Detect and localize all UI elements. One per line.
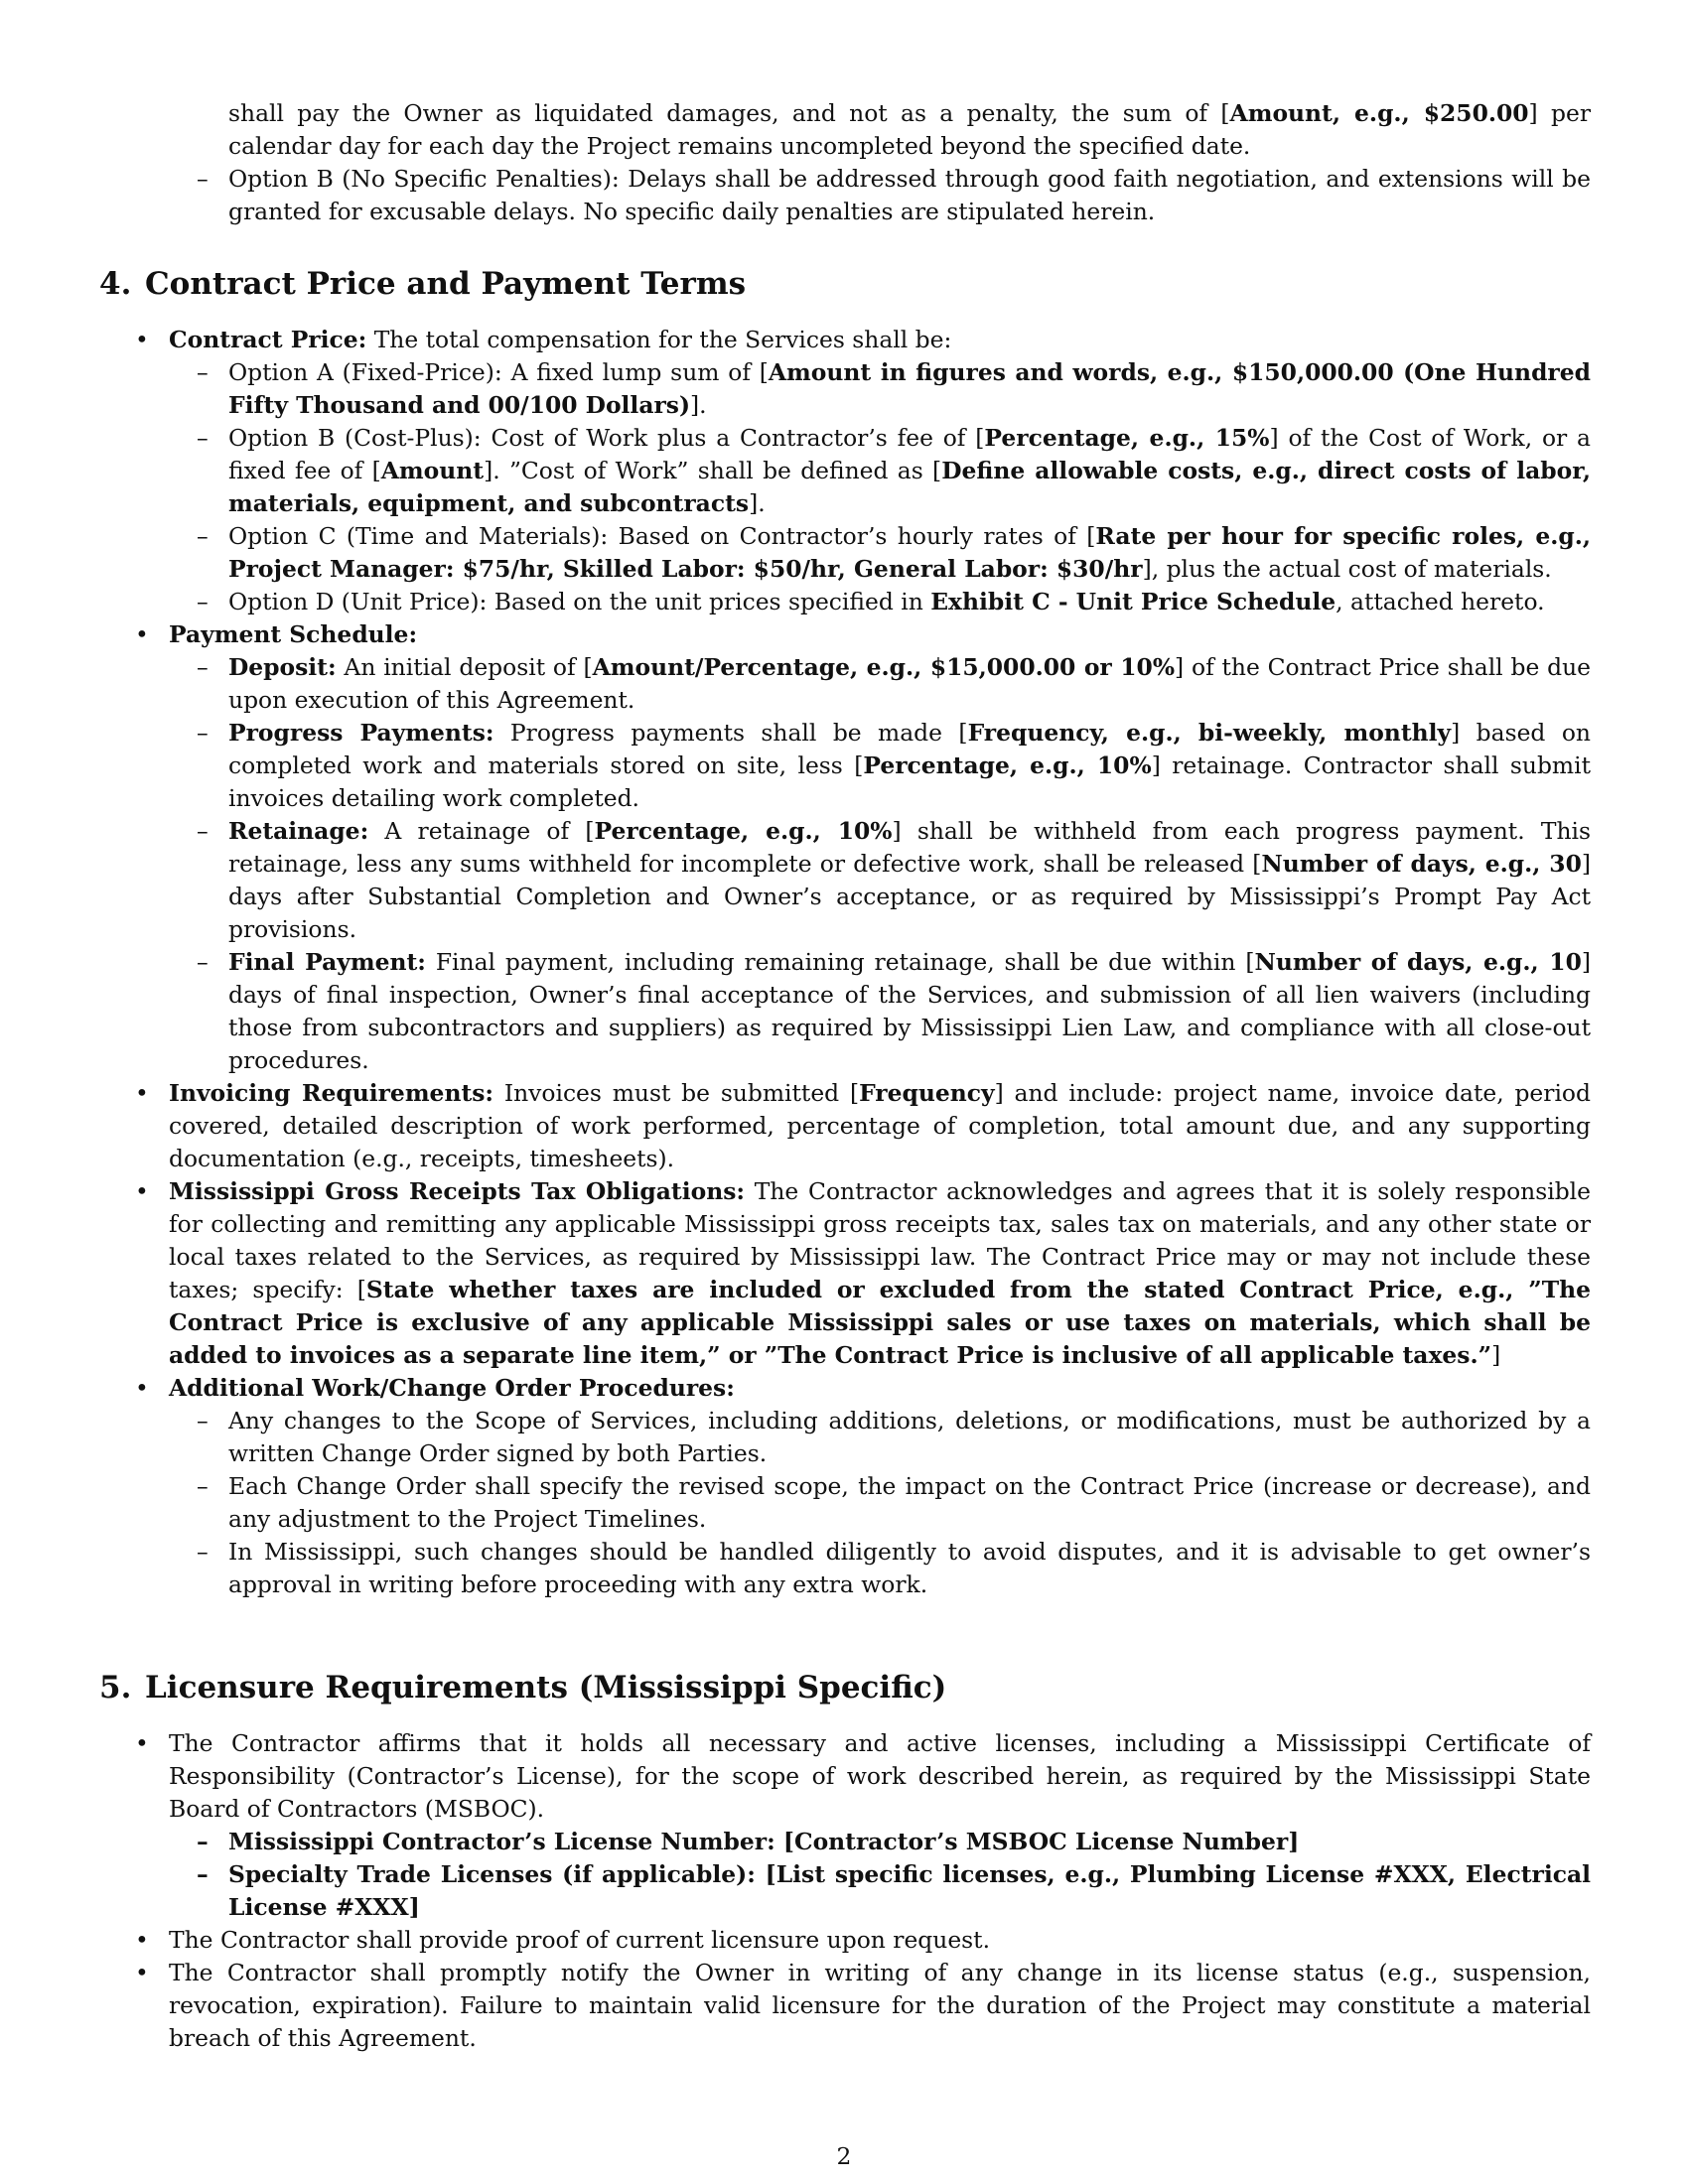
text-run: ] days of final inspection, Owner’s final acceptance of the Services, and submission of all lien waivers (including those from subcontractors and suppliers) as required by Mississippi Lien Law, and compliance with all close-out procedures. <box>228 948 1591 1074</box>
text-run: ] of the Cost of Work, or a fixed fee of [ <box>228 424 1591 484</box>
bold-text-run: Invoicing Requirements: <box>169 1079 494 1107</box>
text-run: ], plus the actual cost of materials. <box>1142 555 1552 583</box>
proof-of-licensure-item: • The Contractor shall provide proof of current licensure upon request. <box>99 1924 1591 1957</box>
contract-price-label: Contract Price: <box>169 326 367 353</box>
section-5-body <box>0 1727 1688 2055</box>
specialty-license-item: – Specialty Trade Licenses (if applicable): [List specific licenses, e.g., Plumbing License #XXX, Electrical License #XXX] <box>99 1858 1591 1924</box>
text-run: ] days after Substantial Completion and Owner’s acceptance, or as required by Mississippi’s Prompt Pay Act provisions. <box>228 850 1591 943</box>
license-status-notice-item: • The Contractor shall promptly notify the Owner in writing of any change in its license status (e.g., suspension, revocation, expiration). Failure to maintain valid licensure for the duration of the Project may constitute a material breach of this Agreement. <box>99 1957 1591 2055</box>
text-run: ] based on completed work and materials stored on site, less [ <box>228 719 1591 779</box>
text-run: Option A (Fixed-Price): A fixed lump sum of [ <box>228 358 769 386</box>
payment-item <box>99 815 1591 946</box>
liquidated-damages-continuation <box>0 97 1688 228</box>
text-run: ] and include: project name, invoice date, period covered, detailed description of work performed, percentage of completion, total amount due, and any supporting documentation (e.g., receipts, timesheets). <box>169 1079 1591 1172</box>
price-option <box>99 586 1591 618</box>
change-order-item <box>99 1372 1591 1405</box>
text-run: Final payment, including remaining retainage, shall be due within [ <box>425 948 1255 976</box>
bold-text-run: Number of days, e.g., 10 <box>1254 948 1582 976</box>
bold-text-run: Deposit: <box>228 653 337 681</box>
payment-item <box>99 651 1591 717</box>
section-4-title: Contract Price and Payment Terms <box>145 266 747 302</box>
option-a-tail <box>99 97 1591 163</box>
text-run: shall pay the Owner as liquidated damages, and not as a penalty, the sum of [ <box>228 99 1230 127</box>
bold-text-run: Amount <box>380 457 485 484</box>
text-run: ] <box>1491 1341 1501 1369</box>
bold-text-run: Percentage, e.g., 10% <box>594 817 893 845</box>
bold-text-run: Progress Payments: <box>228 719 494 747</box>
change-order-subitem: – In Mississippi, such changes should be handled diligently to avoid disputes, and it is advisable to get owner’s approval in writing before proceeding with any extra work. <box>99 1536 1591 1601</box>
bold-text-run: Rate per hour for specific roles, e.g., Project Manager: $75/hr, Skilled Labor: $50/hr, General Labor: $30/hr <box>228 522 1591 583</box>
payment-item <box>99 946 1591 1077</box>
payment-item <box>99 717 1591 815</box>
price-option <box>99 422 1591 520</box>
page-number: 2 <box>836 2142 852 2170</box>
text-run: ]. ”Cost of Work” shall be defined as [ <box>484 457 942 484</box>
text-run: ] per calendar day for each day the Project remains uncompleted beyond the specified date. <box>228 99 1591 160</box>
option-b-no-penalties: – Option B (No Specific Penalties): Delays shall be addressed through good faith negotiation, and extensions will be granted for excusable delays. No specific daily penalties are stipulated herein. <box>99 163 1591 228</box>
change-order-label: Additional Work/Change Order Procedures: <box>169 1374 735 1402</box>
price-option <box>99 520 1591 586</box>
gross-receipts-tax-item <box>99 1175 1591 1372</box>
text-run: Option B (Cost-Plus): Cost of Work plus a Contractor’s fee of [ <box>228 424 985 452</box>
section-5-number: 5. <box>99 1670 132 1706</box>
invoicing-requirements-item <box>99 1077 1591 1175</box>
change-order-subitem: – Each Change Order shall specify the revised scope, the impact on the Contract Price (increase or decrease), and any adjustment to the Project Timelines. <box>99 1470 1591 1536</box>
section-4-body <box>0 324 1688 1601</box>
bold-text-run: Amount in figures and words, e.g., $150,000.00 (One Hundred Fifty Thousand and 00/100 Dollars) <box>228 358 1591 419</box>
text-run: Progress payments shall be made [ <box>493 719 968 747</box>
change-order-subitem: – Any changes to the Scope of Services, including additions, deletions, or modifications, must be authorized by a written Change Order signed by both Parties. <box>99 1405 1591 1470</box>
bold-text-run: Number of days, e.g., 30 <box>1261 850 1582 878</box>
section-4-heading <box>99 264 746 304</box>
bold-text-run: Final Payment: <box>228 948 426 976</box>
bold-text-run: Frequency, e.g., bi-weekly, monthly <box>967 719 1452 747</box>
text-run: ]. <box>749 489 766 517</box>
section-5-title: Licensure Requirements (Mississippi Specific) <box>145 1670 947 1706</box>
text-run: An initial deposit of [ <box>336 653 593 681</box>
contract-price-text: The total compensation for the Services shall be: <box>366 326 952 353</box>
text-run: ]. <box>690 391 707 419</box>
bold-text-run: Frequency <box>859 1079 995 1107</box>
payment-schedule-item <box>99 618 1591 651</box>
bold-text-run: Percentage, e.g., 10% <box>863 751 1152 779</box>
text-run: Option C (Time and Materials): Based on Contractor’s hourly rates of [ <box>228 522 1096 550</box>
section-4-number: 4. <box>99 266 132 302</box>
contract-price-item <box>99 324 1591 356</box>
price-options-list <box>0 356 1688 618</box>
bold-text-run: Exhibit C - Unit Price Schedule <box>930 588 1336 615</box>
text-run: Option D (Unit Price): Based on the unit prices specified in <box>228 588 931 615</box>
bold-text-run: Percentage, e.g., 15% <box>984 424 1270 452</box>
bold-text-run: Define allowable costs, e.g., direct costs of labor, materials, equipment, and subcontracts <box>228 457 1591 517</box>
bold-text-run: Amount/Percentage, e.g., $15,000.00 or 10% <box>592 653 1176 681</box>
bold-text-run: Mississippi Gross Receipts Tax Obligations: <box>169 1177 745 1205</box>
bold-text-run: Retainage: <box>228 817 369 845</box>
text-run: ] of the Contract Price shall be due upon execution of this Agreement. <box>228 653 1591 714</box>
section-5-heading <box>99 1668 946 1707</box>
license-number-item: – Mississippi Contractor’s License Number: [Contractor’s MSBOC License Number] <box>99 1826 1591 1858</box>
text-run: ] shall be withheld from each progress payment. This retainage, less any sums withheld for incomplete or defective work, shall be released [ <box>228 817 1591 878</box>
text-run: Invoices must be submitted [ <box>493 1079 860 1107</box>
price-option <box>99 356 1591 422</box>
payment-schedule-label: Payment Schedule: <box>169 620 418 648</box>
text-run: A retainage of [ <box>368 817 595 845</box>
payment-items-list <box>0 651 1688 1077</box>
bold-text-run: State whether taxes are included or excluded from the stated Contract Price, e.g., ”The Contract Price is exclusive of any applicable Mississippi sales or use taxes on materials, which shall be added to invoices as a separate line item,” or ”The Contract Price is inclusive of all applicable taxes.” <box>169 1276 1591 1369</box>
text-run: The Contractor acknowledges and agrees that it is solely responsible for collecting and remitting any applicable Mississippi gross receipts tax, sales tax on materials, and any other state or local taxes related to the Services, as required by Mississippi law. The Contract Price may or may not include these taxes; specify: [ <box>169 1177 1591 1303</box>
license-affirmation-item: • The Contractor affirms that it holds all necessary and active licenses, including a Mississippi Certificate of Responsibility (Contractor’s License), for the scope of work described herein, as required by the Mississippi State Board of Contractors (MSBOC). <box>99 1727 1591 1826</box>
text-run: ] retainage. Contractor shall submit invoices detailing work completed. <box>228 751 1591 812</box>
text-run: , attached hereto. <box>1336 588 1545 615</box>
bold-text-run: Amount, e.g., $250.00 <box>1229 99 1529 127</box>
